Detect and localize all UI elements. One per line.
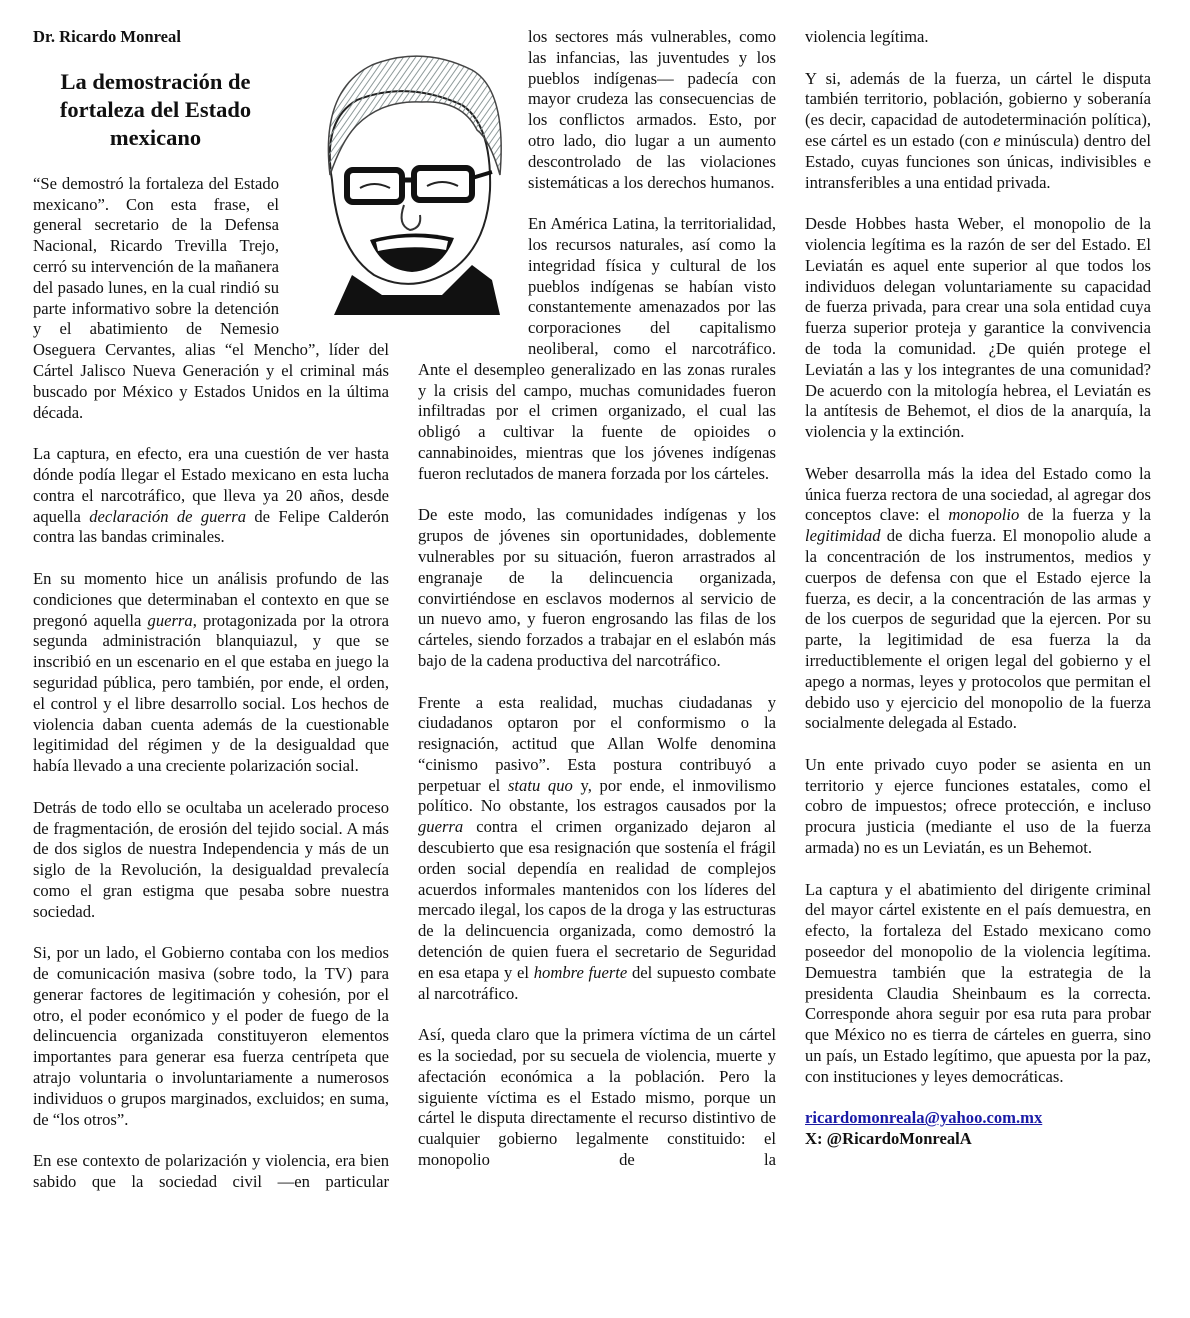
author-contact (805, 1108, 1151, 1150)
paragraph-text: La captura, en efecto, era una cuestión de ver hasta dónde podía llegar el Estado mexicano en esta lucha contra el narcotráfico, que lleva ya 20 años, desde aquella (33, 444, 389, 526)
paragraph-text: de Felipe Calderón contra las bandas criminales. (33, 506, 389, 547)
emphasis-text: statu quo (507, 775, 573, 795)
paragraph-9 (418, 693, 776, 1005)
email-link[interactable]: ricardomonreala@yahoo.com.mx (805, 1108, 1043, 1128)
paragraph-text: “Se demostró la fortaleza del Estado mexicano”. Con esta frase, el general secretario de la Defensa Nacional, Ricardo Trevilla Trejo, cerró su intervención de la mañanera del pasado lunes, en la cual rindió su parte informativo sobre la detención y el abatimiento de Nemesio Oseguera Cervantes, alias “el Mencho”, líder del Cártel Jalisco Nueva Generación y el criminal más buscado por México y Estados Unidos en la última década. (33, 173, 389, 422)
emphasis-text: guerra (418, 817, 464, 837)
paragraph-6-continued: los sectores más vulnerables, como las infancias, las juventudes y los pueblos indígenas— padecía con mayor crudeza las consecuencias de los conflictos armados. Esto, por otro lado, dio lugar a un aumento descontrolado de las violaciones sistemáticas a los derechos humanos. (528, 27, 776, 192)
column-3 (805, 27, 1151, 1150)
emphasis-text: declaración de guerra (89, 506, 247, 526)
portrait-float-spacer (418, 27, 528, 343)
portrait-float-spacer (279, 174, 389, 322)
x-handle: X: @RicardoMonrealA (805, 1129, 972, 1149)
paragraph-text: , protagonizada por la otrora segunda administración blanquiazul, y que se inscribió en un escenario en el que estaba en juego la seguridad pública, pero también, por ende, el orden, el control y el libre desarrollo social. Los hechos de violencia daban cuenta además de la cuestionable legitimidad del régimen y de la desigualdad que había llevado a una creciente polarización social. (33, 610, 389, 776)
paragraph-10-continued: violencia legítima. (805, 27, 929, 46)
paragraph-text: de la fuerza y la (1019, 505, 1151, 525)
emphasis-text: e (993, 130, 1001, 150)
paragraph-text: y, por ende, el inmovilismo político. No obstante, los estragos causados por la (418, 775, 777, 816)
paragraph-text: En su momento hice un análisis profundo de las condiciones que determinaban el contexto en que se pregonó aquella (33, 568, 389, 630)
paragraph-text: Y si, además de la fuerza, un cártel le disputa también territorio, población, gobierno y soberanía (es decir, capacidad de autodeterminación política), ese cártel es un estado (con (805, 68, 1151, 150)
paragraph-5: Si, por un lado, el Gobierno contaba con los medios de comunicación masiva (sobre todo, la TV) para generar factores de legitimación y cohesión, por el otro, el poder económico y el poder de fuego de la delincuencia organizada constituyeron elementos importantes para generar esa fuerza centrípeta que atrajo voluntaria o involuntariamente a numerosos individuos o grupos marginados, excluidos; en suma, de “los otros”. (33, 943, 389, 1129)
paragraph-10-start: Así, queda claro que la primera víctima de un cártel es la sociedad, por su secuela de violencia, muerte y afectación económica a la población. Pero la siguiente víctima es el Estado mismo, porque un cártel le disputa directamente el recurso distintivo de cualquier gobierno legalmente constituido: el monopolio de la (418, 1025, 776, 1170)
paragraph-text: Frente a esta realidad, muchas ciudadanas y ciudadanos optaron por el conformismo o la resignación, actitud que Allan Wolfe denomina “cinismo pasivo”. Esta postura contribuyó a perpetuar el (418, 692, 776, 795)
paragraph-3 (33, 569, 389, 777)
paragraph-4: Detrás de todo ello se ocultaba un acelerado proceso de fragmentación, de erosión del tejido social. A más de dos siglos de nuestra Independencia y más de un siglo de la Revolución, la desigualdad prevalecía como el gran estigma que pesaba sobre nuestra sociedad. (33, 797, 389, 921)
paragraph-text: contra el crimen organizado dejaron al descubierto que esa resignación que sostenía el frágil orden social dependía en realidad de complejos acuerdos informales mantenidos con los líderes del mercado ilegal, los capos de la droga y las estructuras de la delincuencia organizada, como demostró la detención de quien fuera el secretario de Seguridad en esa etapa y el (418, 817, 776, 982)
emphasis-text: legitimidad (805, 526, 881, 546)
paragraph-11 (805, 69, 1151, 194)
paragraph-1 (33, 174, 389, 424)
article-title: La demostración de fortaleza del Estado mexicano (59, 68, 252, 150)
paragraph-7: En América Latina, la territorialidad, los recursos naturales, así como la integridad física y cultural de los pueblos indígenas se habían visto constantemente amenazados por las corporaciones del capitalismo neoliberal, como el narcotráfico. Ante el desempleo generalizado en las zonas rurales y la crisis del campo, muchas comunidades fueron infiltradas por el crimen organizado, el cual las obligó a cultivar la fuente de opioides o cannabinoides, mientras que los jóvenes indígenas fueron reclutados de manera forzada por los cárteles. (418, 214, 776, 483)
emphasis-text: guerra (147, 610, 193, 630)
paragraph-12: Desde Hobbes hasta Weber, el monopolio de la violencia legítima es la razón de ser del Estado. El Leviatán es aquel ente superior al que todos los individuos delegan voluntariamente su capacidad de fuerza privada, para crear una sola entidad cuya fuerza superior proteja y garantice la convivencia de toda la comunidad. ¿De quién protege el Leviatán a las y los integrantes de una comunidad? De acuerdo con la mitología hebrea, el Leviatán es la antítesis de Behemot, el dios de la anarquía, la violencia y la extinción. (805, 214, 1151, 442)
emphasis-text: monopolio (948, 505, 1020, 525)
paragraph-14: Un ente privado cuyo poder se asienta en un territorio y ejerce funciones estatales, como el cobro de impuestos; ofrece protección, e incluso procura justicia (mediante el uso de la fuerza armada) no es un Leviatán, es un Behemot. (805, 754, 1151, 858)
column-1 (33, 27, 389, 1214)
paragraph-15: La captura y el abatimiento del dirigente criminal del mayor cártel existente en el país demuestra, en efecto, la fortaleza del Estado mexicano como poseedor del monopolio de la violencia legítima. Demuestra también que la estrategia de la presidenta Claudia Sheinbaum es la correcta. Corresponde ahora seguir por esa ruta para probar que México no es tierra de cárteles en guerra, sino un país, un Estado legítimo, que apuesta por la paz, con instituciones y leyes democráticas. (805, 879, 1151, 1086)
column-2 (418, 27, 776, 1192)
paragraph-13 (805, 464, 1151, 734)
paragraph-6-start: En ese contexto de polarización y violencia, era bien sabido que la sociedad civil —en particular (33, 1151, 389, 1192)
paragraph-text: Weber desarrolla más la idea del Estado como la única fuerza rectora de una sociedad, al agregar dos conceptos clave: el (805, 463, 1151, 525)
paragraph-text: de dicha fuerza. El monopolio alude a la concentración de los instrumentos, medios y cuerpos de defensa con que el Estado ejerce la fuerza, es decir, a la concentración de las armas y de los cuerpos de seguridad que la ejercen. Por su parte, la legitimidad de esa fuerza la da irreductiblemente el origen legal del gobierno y el apego a normas, leyes y protocolos que permitan el debido uso y ejercicio del monopolio de la fuerza socialmente delegada al Estado. (805, 526, 1151, 733)
author-byline: Dr. Ricardo Monreal (33, 27, 181, 46)
paragraph-2 (33, 444, 389, 548)
paragraph-text: minúscula) dentro del Estado, cuyas funciones son únicas, indivisibles e intransferibles a una entidad privada. (805, 130, 1152, 192)
paragraph-text: del supuesto combate al narcotráfico. (418, 962, 776, 1003)
paragraph-8: De este modo, las comunidades indígenas y los grupos de jóvenes sin oportunidades, doblemente vulnerables por su situación, fueron arrastrados al engranaje de la delincuencia organizada, convirtiéndose en esclavos modernos al servicio de un nuevo amo, y fueron engrosando las filas de los cárteles, siendo forzados a trabajar en el eslabón más bajo de la cadena productiva del narcotráfico. (418, 505, 776, 670)
emphasis-text: hombre fuerte (533, 962, 628, 982)
